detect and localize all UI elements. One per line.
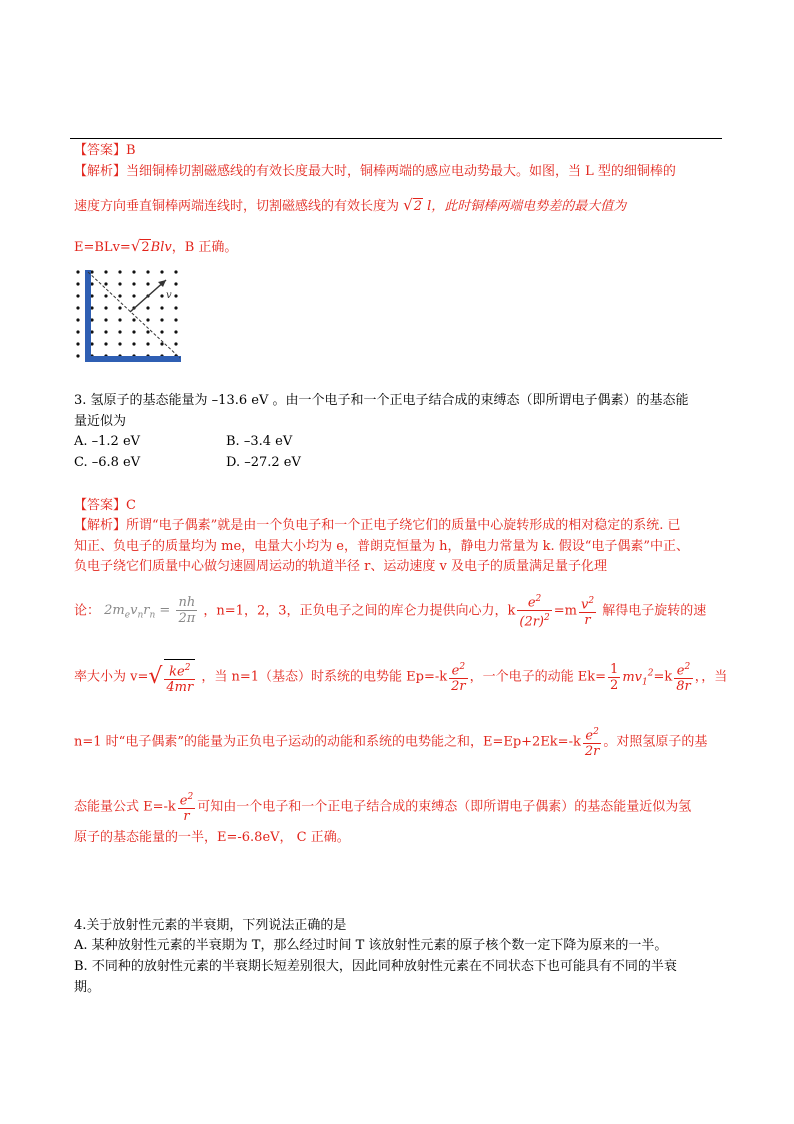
copper-rod-horizontal <box>85 356 181 362</box>
field-dot <box>104 282 107 285</box>
magnetic-field-figure <box>70 266 190 366</box>
analysis-q3-line2: 知正、负电子的质量均为 me，电量大小均为 e，普朗克恒量为 h，静电力常量为 k. 假设“电子偶素”中正、 <box>74 539 690 554</box>
field-dot <box>118 306 121 309</box>
field-dot <box>104 270 107 273</box>
answer-q2: 【答案】B <box>74 143 136 158</box>
analysis-q3-line6: n=1 时“电子偶素”的能量为正负电子运动的动能和系统的电势能之和，E=Ep+2Ek=-k $\frac{e^2}{2r}$ 。对照氢原子的基 <box>74 727 708 760</box>
field-dot <box>76 354 79 357</box>
field-dot <box>104 330 107 333</box>
q3-option-a: A. –1.2 eV <box>74 434 141 449</box>
copper-rod-vertical <box>85 270 91 362</box>
field-dot <box>76 294 79 297</box>
field-dot <box>160 342 163 345</box>
field-dot <box>132 270 135 273</box>
kinetic-energy-fraction: $\frac{e^2}{8r}$ <box>676 662 691 695</box>
field-dot <box>132 318 135 321</box>
field-dot <box>174 318 177 321</box>
field-dot <box>132 330 135 333</box>
field-dot <box>146 270 149 273</box>
coulomb-fraction: $\frac{e^2}{(2r)^2}$ <box>519 594 550 630</box>
total-energy-fraction: $\frac{e^2}{2r}$ <box>584 727 600 760</box>
q3-option-c: C. –6.8 eV <box>74 455 141 470</box>
field-dot <box>132 294 135 297</box>
potential-energy-fraction: $\frac{e^2}{2r}$ <box>451 662 466 695</box>
analysis-q3-line7: 态能量公式 E=-k $\frac{e^2}{r}$ 可知由一个电子和一个正电子结合成的束缚态（即所谓电子偶素）的基态能量近似为氢 <box>74 792 692 825</box>
analysis-q3-line8: 原子的基态能量的一半，E=-6.8eV， C 正确。 <box>74 830 350 845</box>
field-dot <box>76 306 79 309</box>
field-dot <box>104 306 107 309</box>
field-dot <box>104 342 107 345</box>
field-dot <box>160 330 163 333</box>
q4-option-b-line2: 期。 <box>74 980 101 995</box>
field-dot <box>146 318 149 321</box>
velocity-label: v <box>166 290 172 301</box>
field-dot <box>160 294 163 297</box>
field-dot <box>160 318 163 321</box>
field-dot <box>76 282 79 285</box>
question3-stem-line2: 量近似为 <box>74 414 127 429</box>
field-dot <box>132 282 135 285</box>
header-rule <box>70 138 722 139</box>
analysis-q3-line1: 【解析】所谓“电子偶素”就是由一个负电子和一个正电子绕它们的质量中心旋转形成的相对稳定的系统. 已 <box>74 518 681 533</box>
field-dot <box>118 294 121 297</box>
field-dot <box>104 318 107 321</box>
analysis-q3-line3: 负电子绕它们质量中心做匀速圆周运动的轨道半径 r、运动速度 v 及电子的质量满足量子化理 <box>74 559 607 574</box>
hydrogen-energy-fraction: $\frac{e^2}{r}$ <box>179 792 194 825</box>
centripetal-fraction: $\frac{v^2}{r}$ <box>580 595 595 628</box>
analysis-q2-line2: 速度方向垂直铜棒两端连线时，切割磁感线的有效长度为 √2 l，此时铜棒两端电势差的最大值为 <box>74 196 627 214</box>
field-dot <box>76 330 79 333</box>
question4-stem: 4.关于放射性元素的半衰期，下列说法正确的是 <box>74 918 347 933</box>
field-dot <box>174 306 177 309</box>
sqrt2-symbol: √2 <box>403 196 422 214</box>
field-dot <box>174 330 177 333</box>
answer-q3: 【答案】C <box>74 498 136 513</box>
q4-option-a: A. 某种放射性元素的半衰期为 T，那么经过时间 T 该放射性元素的原子核个数一定下降为原来的一半。 <box>74 938 668 953</box>
field-dot <box>118 318 121 321</box>
question3-stem-line1: 3. 氢原子的基态能量为 –13.6 eV 。由一个电子和一个正电子结合成的束缚态（即所谓电子偶素）的基态能 <box>74 393 689 408</box>
q3-option-b: B. –3.4 eV <box>226 434 293 449</box>
field-dot <box>146 282 149 285</box>
field-dot <box>76 318 79 321</box>
field-dot <box>104 294 107 297</box>
field-dot <box>76 342 79 345</box>
field-dot <box>174 270 177 273</box>
q3-option-d: D. –27.2 eV <box>226 455 301 470</box>
analysis-q2-line1: 【解析】当细铜棒切割磁感线的有效长度最大时，铜棒两端的感应电动势最大。如图，当 L 型的细铜棒的 <box>74 164 676 179</box>
analysis-q3-line5: 率大小为 v=√ $\frac{ke^2}{4mr}$ ，当 n=1（基态）时系统的电势能 Ep=-k $\frac{e^2}{2r}$ ，一个电子的动能 Ek= $\frac{1}{2}$ $mv_1^2=k$ $\frac{e^2}{8r}$ ，，当 <box>74 659 727 695</box>
field-dot <box>160 306 163 309</box>
field-dot <box>118 342 121 345</box>
field-dot <box>76 270 79 273</box>
field-dot <box>118 270 121 273</box>
field-dot <box>118 282 121 285</box>
analysis-q2-line3: E=BLv=√2Blv，B 正确。 <box>74 237 238 255</box>
q4-option-b-line1: B. 不同种的放射性元素的半衰期长短差别很大，因此同种放射性元素在不同状态下也可能具有不同的半衰 <box>74 959 677 974</box>
speed-fraction: $\frac{ke^2}{4mr}$ <box>164 659 195 695</box>
field-dot <box>146 342 149 345</box>
field-dot <box>146 306 149 309</box>
field-dot <box>174 294 177 297</box>
field-dot <box>174 282 177 285</box>
field-dot <box>132 342 135 345</box>
field-dot <box>174 342 177 345</box>
field-dot <box>146 330 149 333</box>
analysis-q3-line4: 论： $2m_ev_nr_n$ = $\frac{nh}{2\pi}$ ，n=1，2，3，正负电子之间的库仑力提供向心力，k $\frac{e^2}{(2r)^2}$ =m $\frac{v^2}{r}$ 解得电子旋转的速 <box>74 594 707 630</box>
field-dot <box>160 270 163 273</box>
field-dot <box>118 330 121 333</box>
quantization-formula: $2m_ev_nr_n$ = <box>104 603 175 621</box>
